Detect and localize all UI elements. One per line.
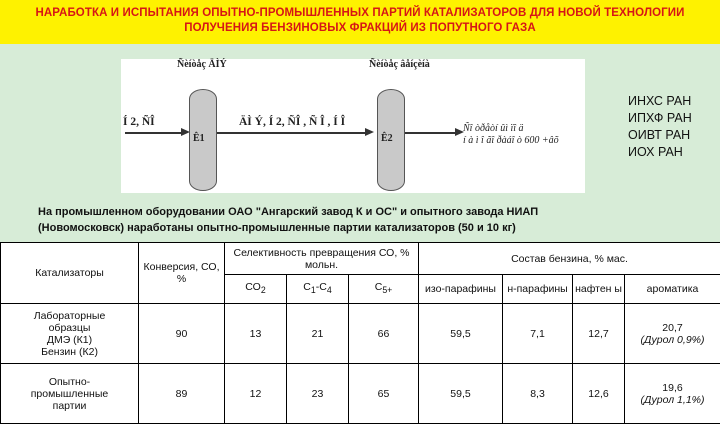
- header-iso-paraffins: изо-парафины: [419, 275, 503, 304]
- header-co2: $СО_2$: [225, 275, 287, 304]
- output-label-2: í à ì î ãî ðàáî ò 600 +âõ: [463, 135, 559, 146]
- cell-c5: 65: [349, 364, 419, 424]
- institutes-list: [628, 93, 692, 161]
- table-row: [1, 364, 720, 424]
- table-row: [1, 304, 720, 364]
- header-composition: Состав бензина, % мас.: [419, 243, 720, 275]
- slide-title-line-2: ПОЛУЧЕНИЯ БЕНЗИНОВЫХ ФРАКЦИЙ ИЗ ПОПУТНОГО ГАЗА: [0, 21, 720, 36]
- intermediate-arrow-head: [365, 128, 374, 136]
- header-n-paraffins: н-парафины: [503, 275, 573, 304]
- reactor1-label: Ê1: [193, 133, 205, 144]
- input-label: Í 2, ÑÎ: [123, 117, 155, 128]
- intermediate-stream-label: ÄÌ Ý, Í 2, ÑÎ , Ñ Î , Í Î: [239, 117, 345, 128]
- institute-item: ИПХФ РАН: [628, 110, 692, 127]
- slide-title-line-1: НАРАБОТКА И ИСПЫТАНИЯ ОПЫТНО-ПРОМЫШЛЕННЫХ ПАРТИЙ КАТАЛИЗАТОРОВ ДЛЯ НОВОЙ ТЕХНОЛОГИИ: [0, 0, 720, 21]
- description-text: [38, 204, 538, 236]
- institute-item: ИНХС РАН: [628, 93, 692, 110]
- header-c1-c4: $С_1-С_4$: [287, 275, 349, 304]
- output-arrow: [405, 132, 455, 134]
- cell-iso: 59,5: [419, 364, 503, 424]
- intermediate-arrow: [217, 132, 365, 134]
- cell-c1c4: 23: [287, 364, 349, 424]
- cell-naph: 12,6: [573, 364, 625, 424]
- process-diagram: [121, 59, 585, 193]
- header-conversion: Конверсия, СО, %: [139, 243, 225, 304]
- header-c5: $С_{5+}$: [349, 275, 419, 304]
- cell-co2: 12: [225, 364, 287, 424]
- row-label: Опытно- промышленные партии: [1, 364, 139, 424]
- header-selectivity: Селективность превращения СО, % мольн.: [225, 243, 419, 275]
- cell-c5: 66: [349, 304, 419, 364]
- header-naphthenes: нафтен ы: [573, 275, 625, 304]
- reactor1-top-label: Ñèíòåç ÄÌÝ: [177, 59, 217, 70]
- institute-item: ИОХ РАН: [628, 144, 692, 161]
- cell-conversion: 89: [139, 364, 225, 424]
- institute-item: ОИВТ РАН: [628, 127, 692, 144]
- description-line-1: На промышленном оборудовании ОАО "Ангарский завод К и ОС" и опытного завода НИАП: [38, 204, 538, 220]
- cell-n: 8,3: [503, 364, 573, 424]
- cell-naph: 12,7: [573, 304, 625, 364]
- title-bar: [0, 0, 720, 44]
- results-table: [0, 242, 720, 424]
- cell-co2: 13: [225, 304, 287, 364]
- cell-c1c4: 21: [287, 304, 349, 364]
- cell-arom: 19,6 (Дурол 1,1%): [625, 364, 720, 424]
- header-catalysts: Катализаторы: [1, 243, 139, 304]
- description-line-2: (Новомосковск) наработаны опытно-промышленные партии катализаторов (50 и 10 кг): [38, 220, 538, 236]
- row-label: Лабораторные образцы ДМЭ (К1) Бензин (К2): [1, 304, 139, 364]
- output-label-1: Ñî òðåòí ûì ïî ä: [463, 123, 524, 134]
- header-aromatics: ароматика: [625, 275, 720, 304]
- reactor2-label: Ê2: [381, 133, 393, 144]
- reactor2-top-label: Ñèíòåç âåíçèíà: [369, 59, 409, 70]
- cell-conversion: 90: [139, 304, 225, 364]
- cell-n: 7,1: [503, 304, 573, 364]
- cell-arom: 20,7 (Дурол 0,9%): [625, 304, 720, 364]
- input-arrow: [125, 132, 181, 134]
- cell-iso: 59,5: [419, 304, 503, 364]
